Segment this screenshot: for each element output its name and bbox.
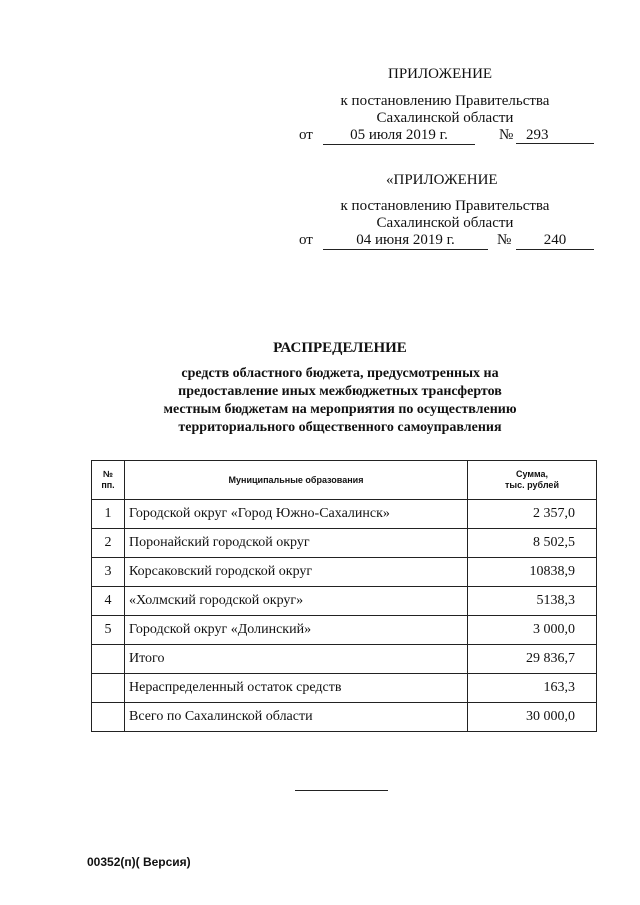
table-row-total bbox=[92, 645, 597, 674]
document-title: РАСПРЕДЕЛЕНИЕ bbox=[273, 340, 407, 356]
row-sum: 3 000,0 bbox=[468, 616, 597, 645]
appendix-2-num-label: № bbox=[497, 232, 512, 248]
distribution-table bbox=[91, 460, 597, 732]
row-sum: 30 000,0 bbox=[468, 703, 597, 732]
row-municipality: Всего по Сахалинской области bbox=[125, 703, 468, 732]
appendix-1-num-label: № bbox=[499, 127, 514, 143]
document-subtitle-line-3: местным бюджетам на мероприятия по осуществлению bbox=[163, 402, 517, 417]
appendix-2-line2: Сахалинской области bbox=[376, 215, 514, 231]
row-num: 1 bbox=[92, 500, 125, 529]
table-row bbox=[92, 529, 597, 558]
row-sum: 29 836,7 bbox=[468, 645, 597, 674]
appendix-1-line2: Сахалинской области bbox=[376, 110, 514, 126]
row-sum: 2 357,0 bbox=[468, 500, 597, 529]
row-municipality: Городской округ «Долинский» bbox=[125, 616, 468, 645]
header-num-line-1: № bbox=[102, 469, 114, 479]
table-row-grand-total bbox=[92, 703, 597, 732]
row-num: 3 bbox=[92, 558, 125, 587]
row-municipality: «Холмский городской округ» bbox=[125, 587, 468, 616]
header-num-line-2: пп. bbox=[101, 480, 115, 490]
header-num bbox=[92, 461, 125, 500]
row-sum: 163,3 bbox=[468, 674, 597, 703]
row-sum: 5138,3 bbox=[468, 587, 597, 616]
appendix-1-number: 293 bbox=[516, 127, 594, 144]
appendix-2-date: 04 июня 2019 г. bbox=[323, 232, 488, 250]
table-row bbox=[92, 500, 597, 529]
row-sum: 8 502,5 bbox=[468, 529, 597, 558]
table-row bbox=[92, 558, 597, 587]
row-municipality: Нераспределенный остаток средств bbox=[125, 674, 468, 703]
row-num: 2 bbox=[92, 529, 125, 558]
document-subtitle-line-2: предоставление иных межбюджетных трансфертов bbox=[178, 384, 502, 399]
table-row bbox=[92, 587, 597, 616]
row-num bbox=[92, 645, 125, 674]
document-footer-code: 00352(п)( Версия) bbox=[87, 855, 191, 869]
appendix-1-from-label: от bbox=[299, 127, 313, 143]
appendix-1-line1: к постановлению Правительства bbox=[340, 93, 550, 109]
row-sum: 10838,9 bbox=[468, 558, 597, 587]
row-num: 5 bbox=[92, 616, 125, 645]
header-sum bbox=[468, 461, 597, 500]
header-sum-line-1: Сумма, bbox=[515, 469, 549, 479]
header-sum-line-2: тыс. рублей bbox=[505, 480, 559, 490]
row-municipality: Корсаковский городской округ bbox=[125, 558, 468, 587]
document-subtitle-line-1: средств областного бюджета, предусмотренных на bbox=[181, 366, 499, 381]
table-row-remainder bbox=[92, 674, 597, 703]
table-row bbox=[92, 616, 597, 645]
appendix-1-date: 05 июля 2019 г. bbox=[323, 127, 475, 145]
appendix-1-title: ПРИЛОЖЕНИЕ bbox=[388, 66, 493, 82]
row-municipality: Итого bbox=[125, 645, 468, 674]
appendix-2-from-label: от bbox=[299, 232, 313, 248]
row-num: 4 bbox=[92, 587, 125, 616]
row-num bbox=[92, 703, 125, 732]
closing-divider bbox=[295, 790, 388, 791]
appendix-2-title: «ПРИЛОЖЕНИЕ bbox=[386, 172, 498, 188]
table-header-row bbox=[92, 461, 597, 500]
row-municipality: Поронайский городской округ bbox=[125, 529, 468, 558]
row-num bbox=[92, 674, 125, 703]
appendix-2-number: 240 bbox=[516, 232, 594, 250]
document-subtitle-line-4: территориального общественного самоуправления bbox=[178, 420, 502, 435]
header-municipality: Муниципальные образования bbox=[125, 461, 468, 500]
appendix-2-line1: к постановлению Правительства bbox=[340, 198, 550, 214]
row-municipality: Городской округ «Город Южно-Сахалинск» bbox=[125, 500, 468, 529]
